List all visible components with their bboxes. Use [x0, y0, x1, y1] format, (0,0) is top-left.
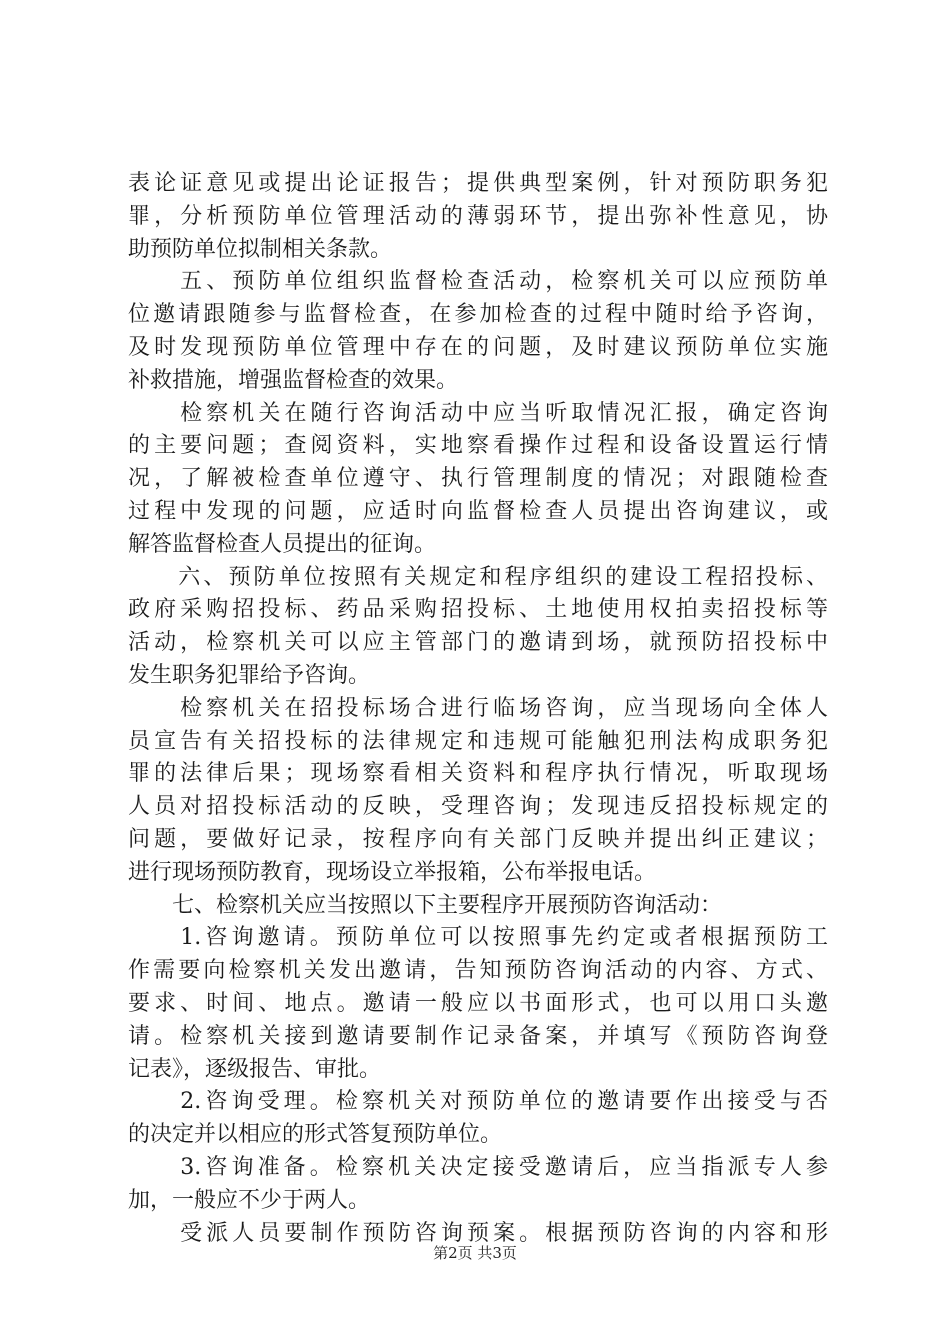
text-line: 加，一般应不少于两人。 — [128, 1187, 371, 1213]
text-line: 过程中发现的问题，应适时向监督检查人员提出咨询建议，或 — [128, 498, 828, 524]
text-line: 进行现场预防教育，现场设立举报箱，公布举报电话。 — [128, 859, 657, 885]
page-number-footer: 第2页 共3页 — [433, 1244, 517, 1262]
text-line: 政府采购招投标、药品采购招投标、土地使用权拍卖招投标等 — [128, 597, 828, 623]
document-body — [128, 168, 828, 1250]
text-line: 记表》，逐级报告、审批。 — [128, 1056, 382, 1082]
text-line: 3.咨询准备。检察机关决定接受邀请后，应当指派专人参 — [128, 1154, 828, 1180]
text-line: 六、预防单位按照有关规定和程序组织的建设工程招投标、 — [128, 564, 828, 590]
text-line: 五、预防单位组织监督检查活动，检察机关可以应预防单 — [128, 269, 828, 295]
text-line: 助预防单位拟制相关条款。 — [128, 236, 393, 262]
text-line: 位邀请跟随参与监督检查，在参加检查的过程中随时给予咨询， — [128, 302, 828, 328]
text-line: 罪的法律后果；现场察看相关资料和程序执行情况，听取现场 — [128, 761, 828, 787]
text-line: 表论证意见或提出论证报告；提供典型案例，针对预防职务犯 — [128, 171, 828, 196]
text-line: 罪，分析预防单位管理活动的薄弱环节，提出弥补性意见，协 — [128, 203, 828, 229]
text-line: 的决定并以相应的形式答复预防单位。 — [128, 1122, 503, 1148]
text-line: 活动，检察机关可以应主管部门的邀请到场，就预防招投标中 — [128, 630, 828, 656]
text-line: 况，了解被检查单位遵守、执行管理制度的情况；对跟随检查 — [128, 466, 828, 492]
text-line: 作需要向检察机关发出邀请，告知预防咨询活动的内容、方式、 — [128, 958, 828, 984]
text-line: 2.咨询受理。检察机关对预防单位的邀请要作出接受与否 — [128, 1089, 828, 1115]
text-line: 1.咨询邀请。预防单位可以按照事先约定或者根据预防工 — [128, 925, 828, 951]
text-line: 发生职务犯罪给予咨询。 — [128, 662, 371, 688]
text-line: 请。检察机关接到邀请要制作记录备案，并填写《预防咨询登 — [128, 1023, 828, 1049]
text-line: 的主要问题；查阅资料，实地察看操作过程和设备设置运行情 — [128, 433, 828, 459]
text-line: 解答监督检查人员提出的征询。 — [128, 531, 437, 557]
text-line: 检察机关在招投标场合进行临场咨询，应当现场向全体人 — [128, 695, 828, 721]
text-line: 检察机关在随行咨询活动中应当听取情况汇报，确定咨询 — [128, 400, 828, 426]
text-line: 人员对招投标活动的反映，受理咨询；发现违反招投标规定的 — [128, 794, 828, 820]
text-line: 七、检察机关应当按照以下主要程序开展预防咨询活动： — [128, 892, 723, 918]
text-line: 补救措施，增强监督检查的效果。 — [128, 367, 459, 393]
text-line: 受派人员要制作预防咨询预案。根据预防咨询的内容和形 — [128, 1220, 828, 1246]
text-line: 员宣告有关招投标的法律规定和违规可能触犯刑法构成职务犯 — [128, 728, 828, 754]
text-line: 及时发现预防单位管理中存在的问题，及时建议预防单位实施 — [128, 334, 828, 360]
text-line: 要求、时间、地点。邀请一般应以书面形式，也可以用口头邀 — [128, 990, 828, 1016]
text-line: 问题，要做好记录，按程序向有关部门反映并提出纠正建议； — [128, 826, 828, 852]
